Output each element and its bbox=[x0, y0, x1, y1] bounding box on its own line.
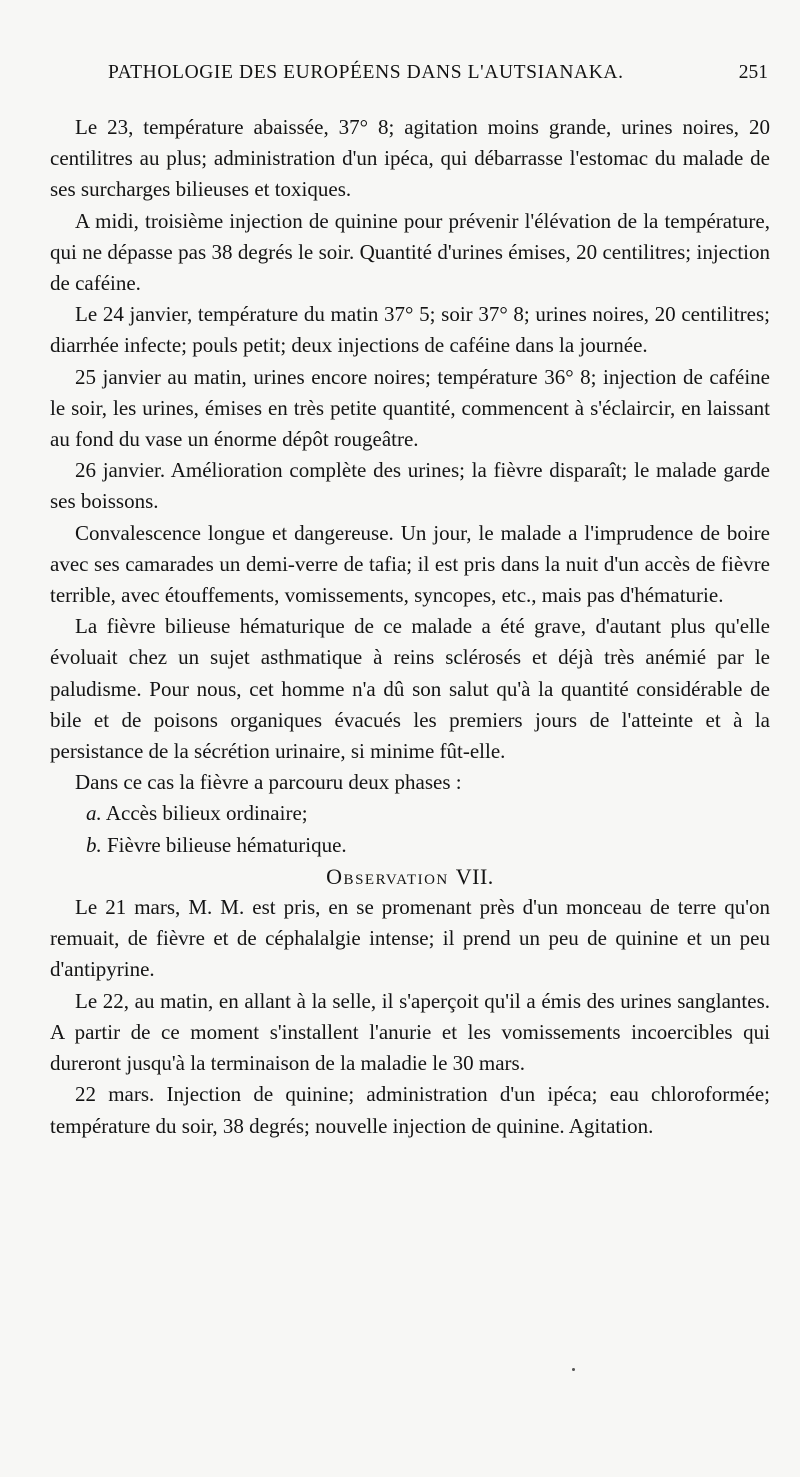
paragraph: 26 janvier. Amélioration complète des urines; la fièvre disparaît; le malade garde ses boissons. bbox=[50, 458, 770, 514]
paragraph: Dans ce cas la fièvre a parcouru deux phases : bbox=[75, 770, 462, 795]
paragraph: Le 21 mars, M. M. est pris, en se promenant près d'un monceau de terre qu'on remuait, de fièvre et de céphalalgie intense; il prend un peu de quinine et un peu d'antipyrine. bbox=[50, 895, 770, 982]
paragraph: 22 mars. Injection de quinine; administration d'un ipéca; eau chloroformée; température du soir, 38 degrés; nouvelle injection de quinine. Agitation. bbox=[50, 1082, 770, 1138]
observation-number: VII. bbox=[455, 863, 494, 889]
paragraph: Le 24 janvier, température du matin 37° 5; soir 37° 8; urines noires, 20 centilitres; diarrhée infecte; pouls petit; deux injections de caféine dans la journée. bbox=[50, 302, 770, 358]
paragraph: Le 22, au matin, en allant à la selle, il s'aperçoit qu'il a émis des urines sanglantes. A partir de ce moment s'installent l'anurie et les vomissements incoercibles qui dureront jusqu'à la terminaison de la maladie le 30 mars. bbox=[50, 988, 770, 1076]
paragraph: 25 janvier au matin, urines encore noires; température 36° 8; injection de caféine le soir, les urines, émises en très petite quantité, commencent à s'éclaircir, en laissant au fond du vase un énorme dépôt rougeâtre. bbox=[50, 364, 770, 452]
observation-title bbox=[50, 861, 770, 892]
list-marker: b. bbox=[86, 832, 102, 857]
list-item bbox=[50, 830, 770, 861]
body-text bbox=[50, 112, 770, 1142]
paragraph: Le 23, température abaissée, 37° 8; agitation moins grande, urines noires, 20 centilitres au plus; administration d'un ipéca, qui débarrasse l'estomac du malade de ses surcharges bilieuses et toxiques. bbox=[50, 115, 770, 202]
paragraph: La fièvre bilieuse hématurique de ce malade a été grave, d'autant plus qu'elle évoluait chez un sujet asthmatique à reins sclérosés et déjà très anémié par le paludisme. Pour nous, cet homme n'a dû son salut qu'à la quantité considérable de bile et de poisons organiques évacués les premiers jours de l'atteinte et à la persistance de la sécrétion urinaire, si minime fût-elle. bbox=[50, 614, 770, 764]
observation-word: Observation bbox=[326, 863, 449, 889]
page-header bbox=[108, 62, 768, 92]
list-item bbox=[50, 798, 770, 829]
list-item-text: Fièvre bilieuse hématurique. bbox=[107, 832, 347, 857]
list-item-text: Accès bilieux ordinaire; bbox=[105, 801, 308, 826]
list-marker: a. bbox=[86, 801, 102, 826]
print-speck bbox=[572, 1368, 575, 1371]
paragraph: A midi, troisième injection de quinine pour prévenir l'élévation de la température, qui ne dépasse pas 38 degrés le soir. Quantité d'urines émises, 20 centilitres; injection de caféine. bbox=[50, 208, 770, 296]
page-number: 251 bbox=[738, 62, 768, 83]
paragraph: Convalescence longue et dangereuse. Un jour, le malade a l'imprudence de boire avec ses camarades un demi-verre de tafia; il est pris dans la nuit d'un accès de fièvre terrible, avec étouffements, vomissements, syncopes, etc., mais pas d'hématurie. bbox=[50, 520, 770, 608]
running-title: PATHOLOGIE DES EUROPÉENS DANS L'AUTSIANAKA. bbox=[108, 62, 624, 83]
